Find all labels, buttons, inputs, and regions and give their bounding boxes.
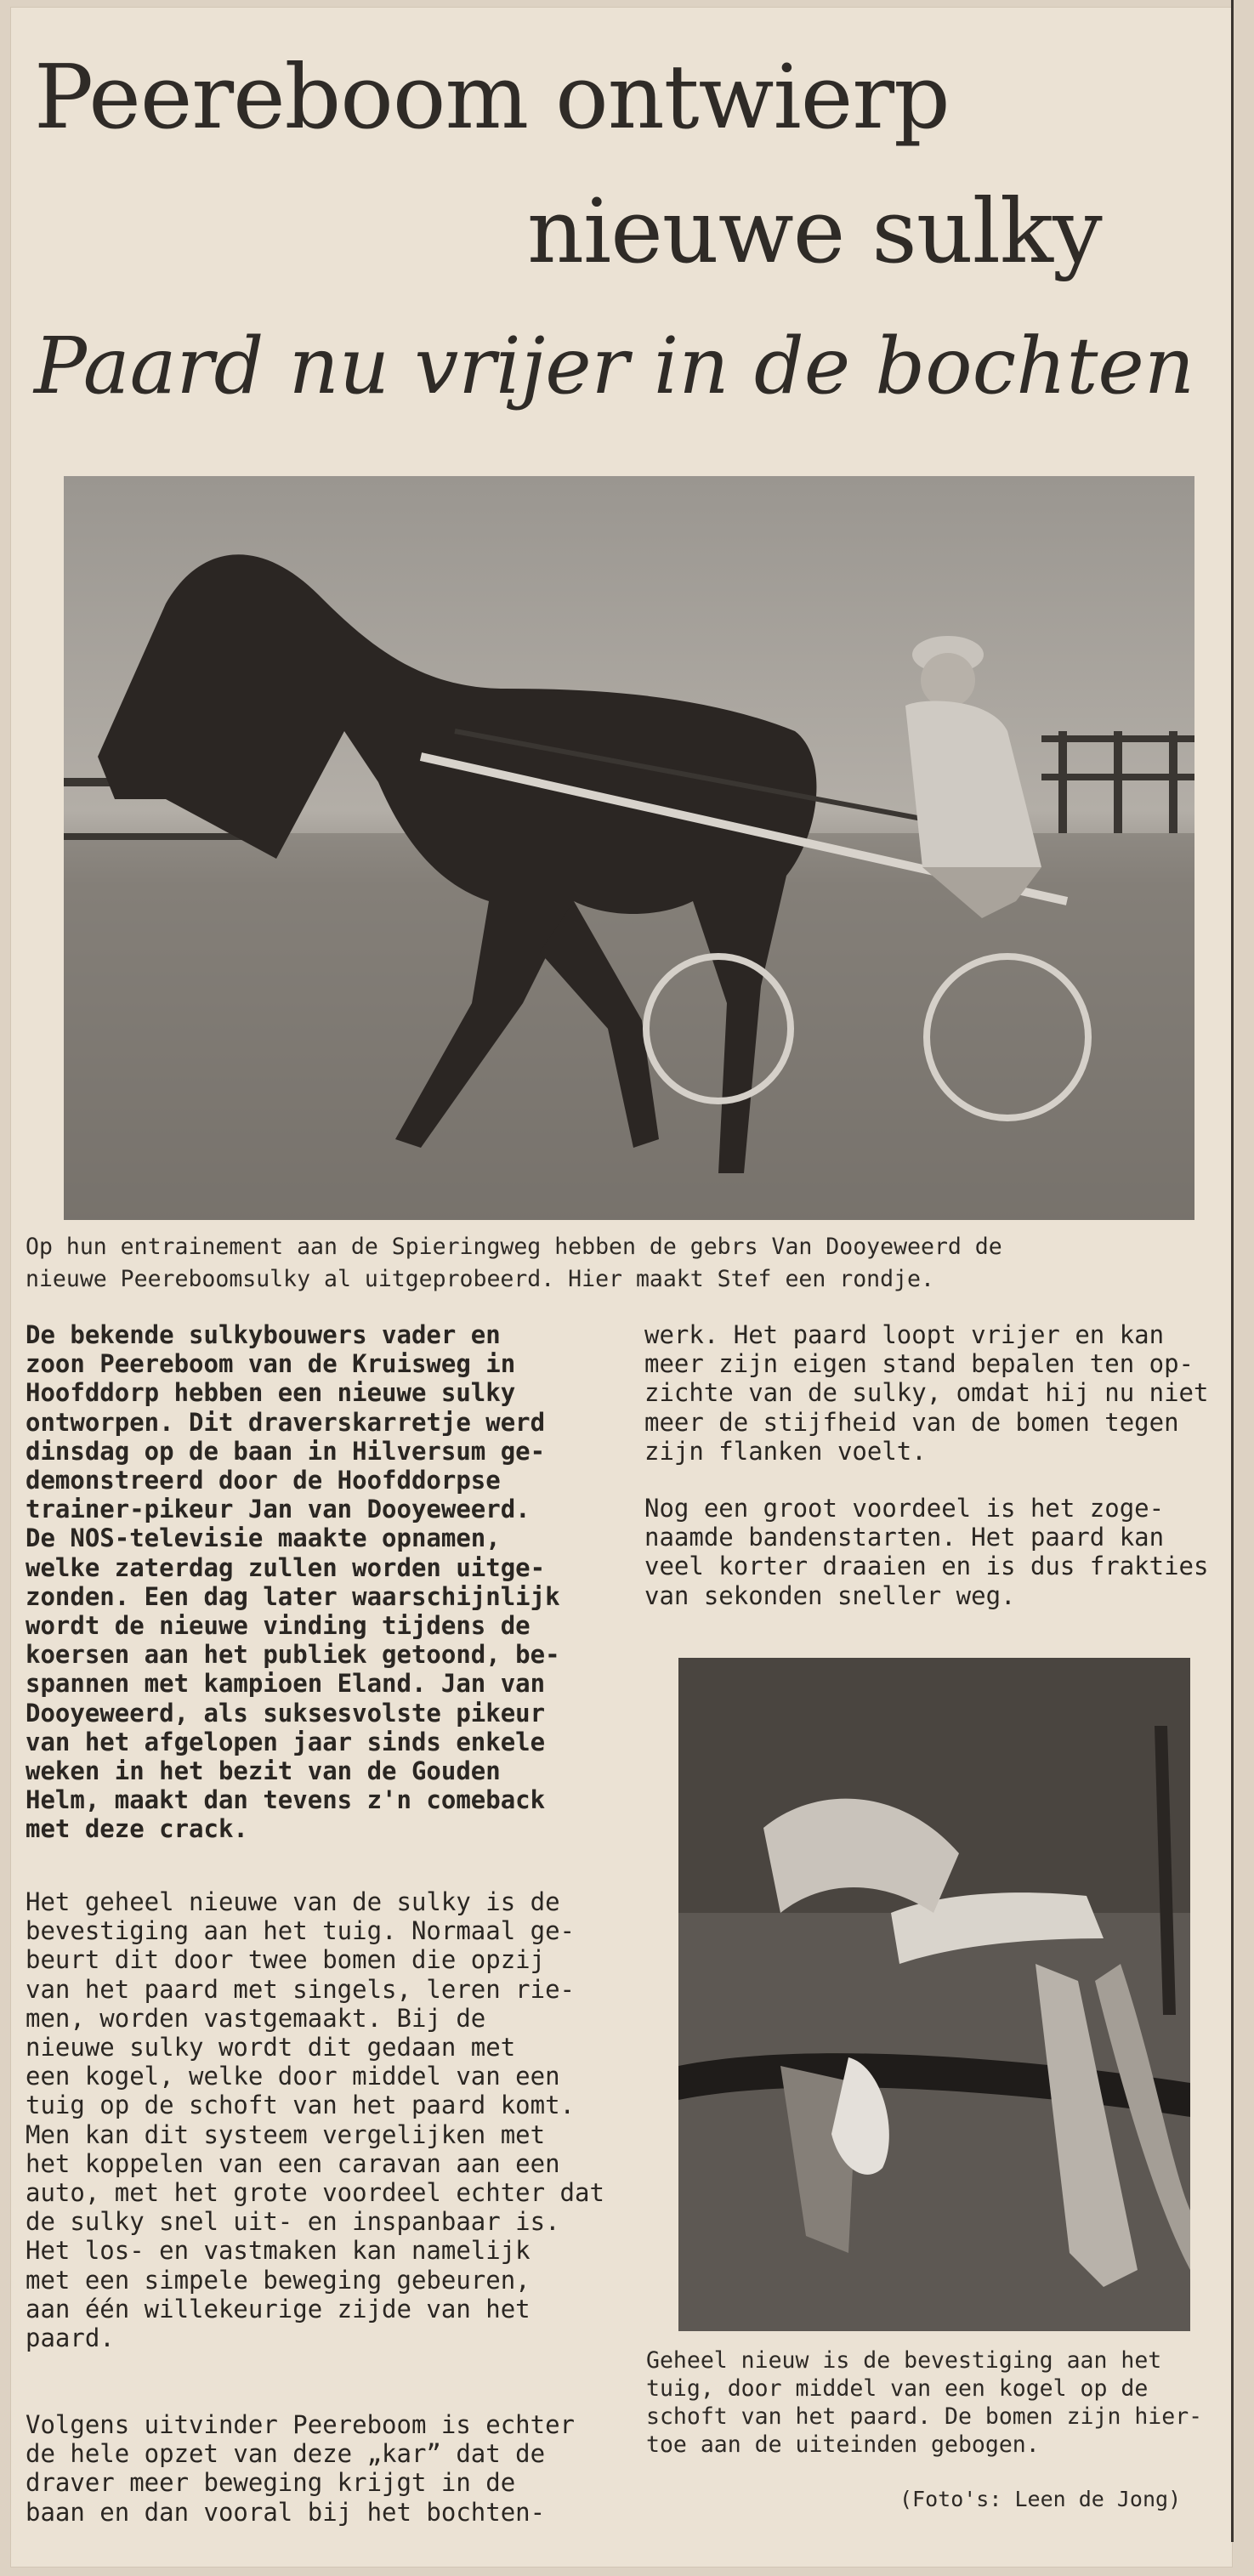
body-line: van sekonden sneller weg. (644, 1580, 1016, 1610)
intro-line: zonden. Een dag later waarschijnlijk (26, 1581, 560, 1611)
intro-line: wordt de nieuwe vinding tijdens de (26, 1611, 531, 1641)
body-line: men, worden vastgemaakt. Bij de (26, 2003, 486, 2033)
body-line: de sulky snel uit- en inspanbaar is. (26, 2207, 560, 2237)
body-line: van het paard met singels, leren rie- (26, 1974, 576, 2004)
body-line: bevestiging aan het tuig. Normaal ge- (26, 1916, 576, 1946)
article-body-left (26, 1887, 604, 2352)
intro-line: Helm, maakt dan tevens z'n comeback (26, 1785, 546, 1815)
intro-line: trainer-pikeur Jan van Dooyeweerd. (26, 1495, 531, 1524)
body-line: auto, met het grote voordeel echter dat (26, 2178, 604, 2208)
body-line: baan en dan vooral bij het bochten- (26, 2497, 546, 2527)
body-line: meer zijn eigen stand bepalen ten op- (644, 1349, 1194, 1379)
article-body-right (644, 1320, 1208, 1466)
intro-line: De NOS-televisie maakte opnamen, (26, 1523, 501, 1553)
photo-sulky-coupling-image (678, 1658, 1190, 2331)
body-line: Men kan dit systeem vergelijken met (26, 2119, 546, 2149)
photo-bottom-caption-line: toe aan de uiteinden gebogen. (646, 2431, 1040, 2458)
body-line: meer de stijfheid van de bomen tegen (644, 1407, 1179, 1437)
body-line: naamde bandenstarten. Het paard kan (644, 1523, 1165, 1552)
photo-top-caption-line: nieuwe Peereboomsulky al uitgeprobeerd. Hier maakt Stef een rondje. (26, 1266, 934, 1292)
photo-bottom-caption (646, 2346, 1202, 2459)
intro-line: weken in het bezit van de Gouden (26, 1756, 501, 1786)
subheadline: Paard nu vrijer in de bochten (34, 321, 1195, 411)
body-line: paard. (26, 2324, 115, 2353)
body-line: werk. Het paard loopt vrijer en kan (644, 1320, 1165, 1349)
body-line: Volgens uitvinder Peereboom is echter (26, 2410, 576, 2439)
article-intro (26, 1320, 560, 1844)
body-line: zichte van de sulky, omdat hij nu niet (644, 1378, 1209, 1408)
body-line: beurt dit door twee bomen die opzij (26, 1945, 546, 1975)
photo-top-caption (26, 1231, 1002, 1296)
headline-line-2: nieuwe sulky (527, 179, 1102, 283)
body-line: met een simpele beweging gebeuren, (26, 2265, 531, 2295)
photo-horse-sulky-image (64, 476, 1194, 1220)
headline-line-1: Peereboom ontwierp (34, 45, 950, 149)
body-line: de hele opzet van deze „kar” dat de (26, 2439, 546, 2469)
article-body-left-2 (26, 2410, 575, 2527)
photo-credit: (Foto's: Leen de Jong) (899, 2487, 1182, 2511)
body-line: Het los- en vastmaken kan namelijk (26, 2236, 531, 2266)
body-line: draver meer beweging krijgt in de (26, 2468, 516, 2498)
intro-line: De bekende sulkybouwers vader en (26, 1320, 501, 1349)
body-line: nieuwe sulky wordt dit gedaan met (26, 2033, 516, 2063)
photo-horse-sulky (64, 476, 1194, 1220)
body-line: veel korter draaien en is dus frakties (644, 1552, 1209, 1581)
body-line: Het geheel nieuwe van de sulky is de (26, 1887, 560, 1916)
intro-line: Dooyeweerd, als suksesvolste pikeur (26, 1698, 546, 1728)
body-line: aan één willekeurige zijde van het (26, 2294, 531, 2324)
intro-line: spannen met kampioen Eland. Jan van (26, 1669, 546, 1699)
body-line: een kogel, welke door middel van een (26, 2062, 560, 2091)
body-line: zijn flanken voelt. (644, 1436, 927, 1466)
intro-line: dinsdag op de baan in Hilversum ge- (26, 1436, 546, 1466)
intro-line: ontworpen. Dit draverskarretje werd (26, 1407, 546, 1437)
intro-line: welke zaterdag zullen worden uitge- (26, 1552, 546, 1582)
article-body-right-2 (644, 1494, 1208, 1610)
intro-line: van het afgelopen jaar sinds enkele (26, 1727, 546, 1756)
photo-top-caption-line: Op hun entrainement aan de Spieringweg hebben de gebrs Van Dooyeweerd de (26, 1234, 1002, 1260)
intro-line: demonstreerd door de Hoofddorpse (26, 1466, 501, 1495)
intro-line: zoon Peereboom van de Kruisweg in (26, 1349, 516, 1379)
body-line: tuig op de schoft van het paard komt. (26, 2091, 576, 2120)
intro-line: koersen aan het publiek getoond, be- (26, 1640, 560, 1670)
photo-sulky-coupling (678, 1658, 1190, 2331)
intro-line: Hoofddorp hebben een nieuwe sulky (26, 1378, 516, 1408)
intro-line: met deze crack. (26, 1814, 248, 1844)
photo-bottom-caption-line: tuig, door middel van een kogel op de (646, 2375, 1149, 2402)
column-rule (1231, 0, 1234, 2542)
photo-bottom-caption-line: schoft van het paard. De bomen zijn hier- (646, 2403, 1203, 2430)
body-line: Nog een groot voordeel is het zoge- (644, 1494, 1165, 1523)
photo-bottom-caption-line: Geheel nieuw is de bevestiging aan het (646, 2347, 1162, 2374)
body-line: het koppelen van een caravan aan een (26, 2148, 560, 2178)
